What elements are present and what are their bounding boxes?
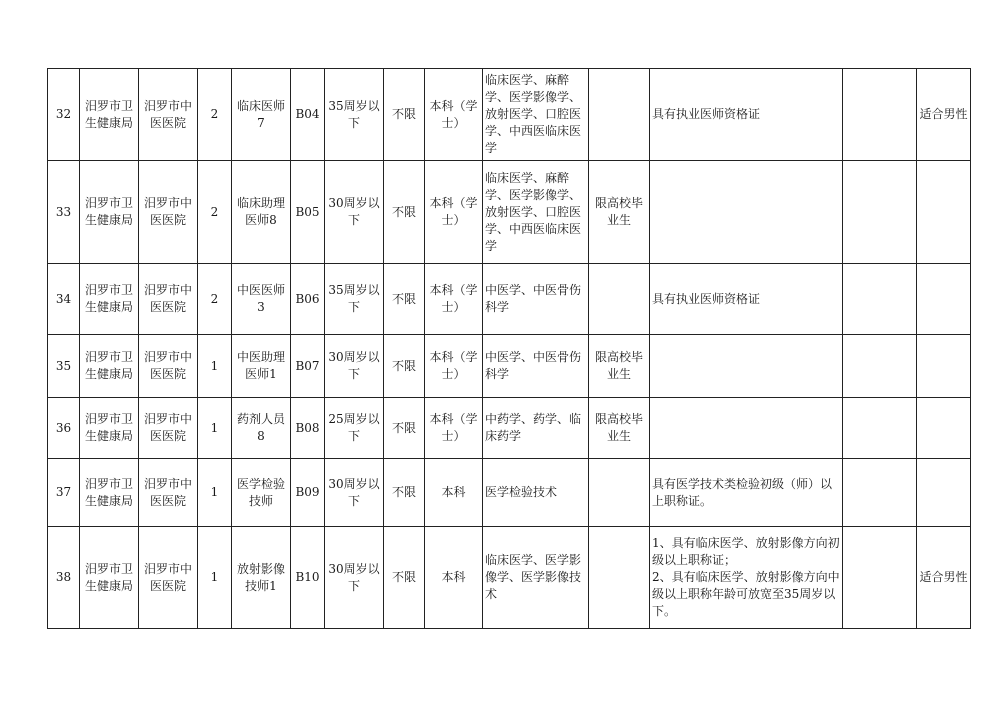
gender-cell: 不限 [384,459,425,527]
department-cell: 汨罗市卫生健康局 [80,335,139,398]
other-requirement-cell [843,161,917,264]
unit-cell: 汨罗市中医医院 [139,161,198,264]
qualification-cell: 具有医学技术类检验初级（师）以上职称证。 [650,459,843,527]
remark-cell: 适合男性 [917,527,971,629]
candidate-source-cell [589,69,650,161]
education-cell: 本科（学士） [425,161,483,264]
remark-cell [917,459,971,527]
candidate-source-cell: 限高校毕业生 [589,161,650,264]
education-cell: 本科 [425,527,483,629]
post-code-cell: B09 [291,459,325,527]
candidate-source-cell: 限高校毕业生 [589,398,650,459]
table-row [48,335,971,398]
other-requirement-cell [843,527,917,629]
candidate-source-cell [589,264,650,335]
education-cell: 本科（学士） [425,335,483,398]
row-number: 38 [48,527,80,629]
qualification-cell: 具有执业医师资格证 [650,264,843,335]
age-requirement-cell: 30周岁以下 [325,459,384,527]
post-name-cell: 中医医师3 [232,264,291,335]
gender-cell: 不限 [384,398,425,459]
unit-cell: 汨罗市中医医院 [139,264,198,335]
other-requirement-cell [843,335,917,398]
unit-cell: 汨罗市中医医院 [139,335,198,398]
department-cell: 汨罗市卫生健康局 [80,264,139,335]
hiring-count-cell: 1 [198,398,232,459]
table-row [48,527,971,629]
qualification-cell [650,398,843,459]
post-name-cell: 医学检验技师 [232,459,291,527]
hiring-count-cell: 2 [198,264,232,335]
remark-cell [917,161,971,264]
age-requirement-cell: 30周岁以下 [325,161,384,264]
hiring-count-cell: 2 [198,161,232,264]
recruitment-table [47,68,971,629]
gender-cell: 不限 [384,527,425,629]
age-requirement-cell: 30周岁以下 [325,335,384,398]
post-name-cell: 临床医师7 [232,69,291,161]
unit-cell: 汨罗市中医医院 [139,459,198,527]
remark-cell: 适合男性 [917,69,971,161]
row-number: 33 [48,161,80,264]
remark-cell [917,335,971,398]
education-cell: 本科（学士） [425,264,483,335]
qualification-cell [650,335,843,398]
major-cell: 医学检验技术 [483,459,589,527]
hiring-count-cell: 1 [198,459,232,527]
table-row [48,459,971,527]
remark-cell [917,398,971,459]
table-row [48,161,971,264]
table-row [48,398,971,459]
other-requirement-cell [843,398,917,459]
unit-cell: 汨罗市中医医院 [139,527,198,629]
education-cell: 本科（学士） [425,69,483,161]
qualification-cell [650,161,843,264]
post-name-cell: 临床助理医师8 [232,161,291,264]
hiring-count-cell: 1 [198,527,232,629]
age-requirement-cell: 35周岁以下 [325,69,384,161]
other-requirement-cell [843,459,917,527]
major-cell: 中药学、药学、临床药学 [483,398,589,459]
age-requirement-cell: 35周岁以下 [325,264,384,335]
department-cell: 汨罗市卫生健康局 [80,69,139,161]
candidate-source-cell [589,459,650,527]
age-requirement-cell: 25周岁以下 [325,398,384,459]
unit-cell: 汨罗市中医医院 [139,398,198,459]
table-row [48,264,971,335]
other-requirement-cell [843,264,917,335]
post-code-cell: B08 [291,398,325,459]
candidate-source-cell [589,527,650,629]
post-code-cell: B04 [291,69,325,161]
department-cell: 汨罗市卫生健康局 [80,161,139,264]
gender-cell: 不限 [384,335,425,398]
other-requirement-cell [843,69,917,161]
hiring-count-cell: 2 [198,69,232,161]
major-cell: 临床医学、麻醉学、医学影像学、放射医学、口腔医学、中西医临床医学 [483,69,589,161]
department-cell: 汨罗市卫生健康局 [80,527,139,629]
major-cell: 临床医学、麻醉学、医学影像学、放射医学、口腔医学、中西医临床医学 [483,161,589,264]
unit-cell: 汨罗市中医医院 [139,69,198,161]
education-cell: 本科 [425,459,483,527]
row-number: 34 [48,264,80,335]
major-cell: 中医学、中医骨伤科学 [483,335,589,398]
candidate-source-cell: 限高校毕业生 [589,335,650,398]
row-number: 37 [48,459,80,527]
post-name-cell: 中医助理医师1 [232,335,291,398]
remark-cell [917,264,971,335]
post-code-cell: B07 [291,335,325,398]
post-name-cell: 放射影像技师1 [232,527,291,629]
department-cell: 汨罗市卫生健康局 [80,459,139,527]
department-cell: 汨罗市卫生健康局 [80,398,139,459]
gender-cell: 不限 [384,264,425,335]
post-code-cell: B05 [291,161,325,264]
table-row [48,69,971,161]
qualification-cell: 具有执业医师资格证 [650,69,843,161]
post-code-cell: B06 [291,264,325,335]
row-number: 36 [48,398,80,459]
row-number: 35 [48,335,80,398]
major-cell: 中医学、中医骨伤科学 [483,264,589,335]
gender-cell: 不限 [384,69,425,161]
gender-cell: 不限 [384,161,425,264]
major-cell: 临床医学、医学影像学、医学影像技术 [483,527,589,629]
row-number: 32 [48,69,80,161]
age-requirement-cell: 30周岁以下 [325,527,384,629]
hiring-count-cell: 1 [198,335,232,398]
post-code-cell: B10 [291,527,325,629]
education-cell: 本科（学士） [425,398,483,459]
post-name-cell: 药剂人员8 [232,398,291,459]
qualification-cell: 1、具有临床医学、放射影像方向初级以上职称证； 2、具有临床医学、放射影像方向中级以上职称年龄可放宽至35周岁以下。 [650,527,843,629]
